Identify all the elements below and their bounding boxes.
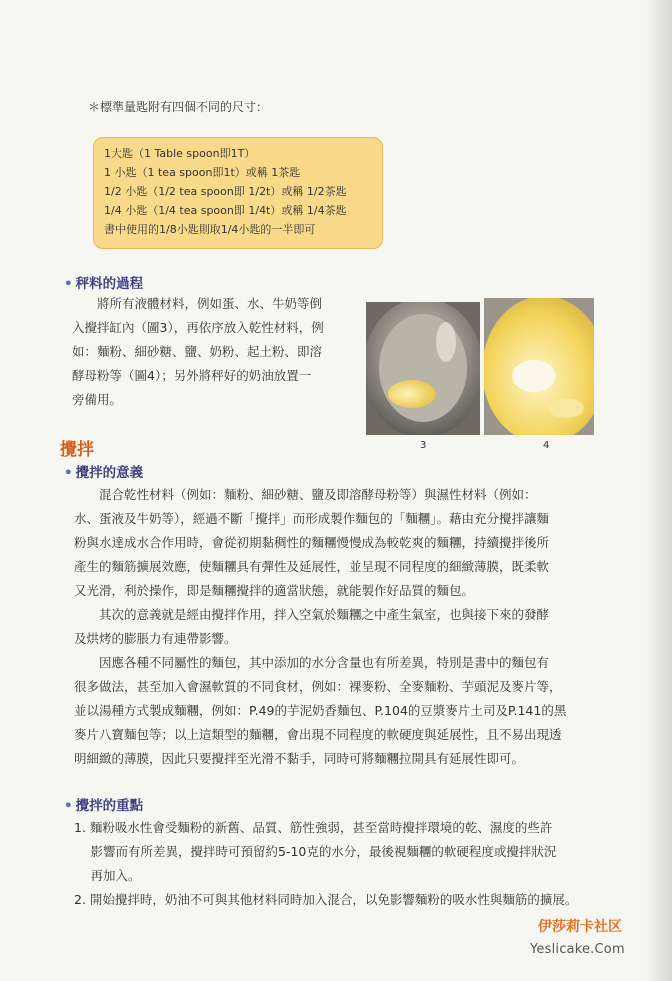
- keypoints-heading: • 攪拌的重點: [64, 798, 144, 814]
- mixing-bowl-photo-3: [366, 302, 480, 435]
- bullet-dot-icon: •: [64, 465, 73, 481]
- measurement-line: 1/2 小匙（1/2 tea spoon即 1/2t）或稱 1/2茶匙: [104, 185, 347, 198]
- page-edge-shadow: [646, 0, 672, 981]
- list-item: 再加入。: [74, 868, 141, 883]
- photo-caption-3: 3: [420, 440, 427, 451]
- measurement-line: 1大匙（1 Table spoon即1T）: [104, 147, 256, 160]
- weighing-heading: • 秤料的過程: [64, 276, 144, 292]
- meaning-paragraph-1: 混合乾性材料（例如：麵粉、細砂糖、鹽及即溶酵母粉等）與濕性材料（例如： 水、蛋液及牛奶等），經過不斷「攪拌」而形成製作麵包的「麵糰」。藉由充分攪拌讓麵 粉與水達成水合作用時，會從初期黏稠性的麵糰慢慢成為較乾爽的麵糰，持續攪拌後所 產生的麵筋擴展效應，使麵糰具有彈性及延展性，並呈現不同程度的細緻薄膜，既柔軟 又光滑，利於操作，即是麵糰攪拌的適當狀態，就能製作好品質的麵包。: [74, 487, 550, 598]
- measurement-box: [93, 137, 383, 249]
- photo-caption-4: 4: [543, 440, 550, 451]
- list-item: 影響而有所差異，攪拌時可預留約5-10克的水分，最後視麵糰的軟硬程度或攪拌狀況: [74, 844, 557, 859]
- meaning-heading: • 攪拌的意義: [64, 465, 144, 481]
- measurement-line: 1 小匙（1 tea spoon即1t）或稱 1茶匙: [104, 166, 301, 179]
- mixing-title: 攪拌: [60, 440, 94, 460]
- weighing-paragraph: 將所有液體材料，例如蛋、水、牛奶等倒 入攪拌缸內（圖3），再依序放入乾性材料，例 如：麵粉、細砂糖、鹽、奶粉、起土粉、即溶 酵母粉等（圖4）；另外將秤好的奶油放置一 旁備用。: [72, 296, 324, 407]
- measurement-line: 1/4 小匙（1/4 tea spoon即 1/4t）或稱 1/4茶匙: [104, 204, 347, 217]
- measurement-line: 書中使用的1/8小匙則取1/4小匙的一半即可: [104, 223, 316, 236]
- meaning-paragraph-3: 因應各種不同屬性的麵包，其中添加的水分含量也有所差異，特別是書中的麵包有 很多做法，甚至加入會濕軟質的不同食材，例如：裸麥粉、全麥麵粉、芋頭泥及麥片等， 並以湯種方式製成麵糰，例如：P.49的芋泥奶香麵包、P.104的豆漿麥片土司及P.141的黑 麥片八寶麵包等；以上這類型的麵糰，會出現不同程度的軟硬度與延展性，且不易出現透 明細緻的薄膜，因此只要攪拌至光滑不黏手，同時可將麵糰拉開具有延展性即可。: [74, 655, 567, 766]
- keypoints-list: [74, 816, 614, 912]
- list-item: 2. 開始攪拌時，奶油不可與其他材料同時加入混合，以免影響麵粉的吸水性與麵筋的擴展。: [74, 892, 578, 907]
- dry-ingredients-photo-4: [484, 298, 594, 435]
- bullet-dot-icon: •: [64, 276, 73, 292]
- list-item: 1. 麵粉吸水性會受麵粉的新舊、品質、筋性強弱，甚至當時攪拌環境的乾、濕度的些許: [74, 820, 553, 835]
- bullet-dot-icon: •: [64, 798, 73, 814]
- watermark-chinese: 伊莎莉卡社区: [538, 919, 622, 935]
- meaning-paragraph-2: 其次的意義就是經由攪拌作用，拌入空氣於麵糰之中產生氣室，也與接下來的發酵 及烘烤的膨脹力有連帶影響。: [74, 607, 550, 646]
- watermark-url: Yeslicake.Com: [530, 942, 625, 957]
- measuring-spoon-note: ＊標準量匙附有四個不同的尺寸：: [88, 100, 269, 114]
